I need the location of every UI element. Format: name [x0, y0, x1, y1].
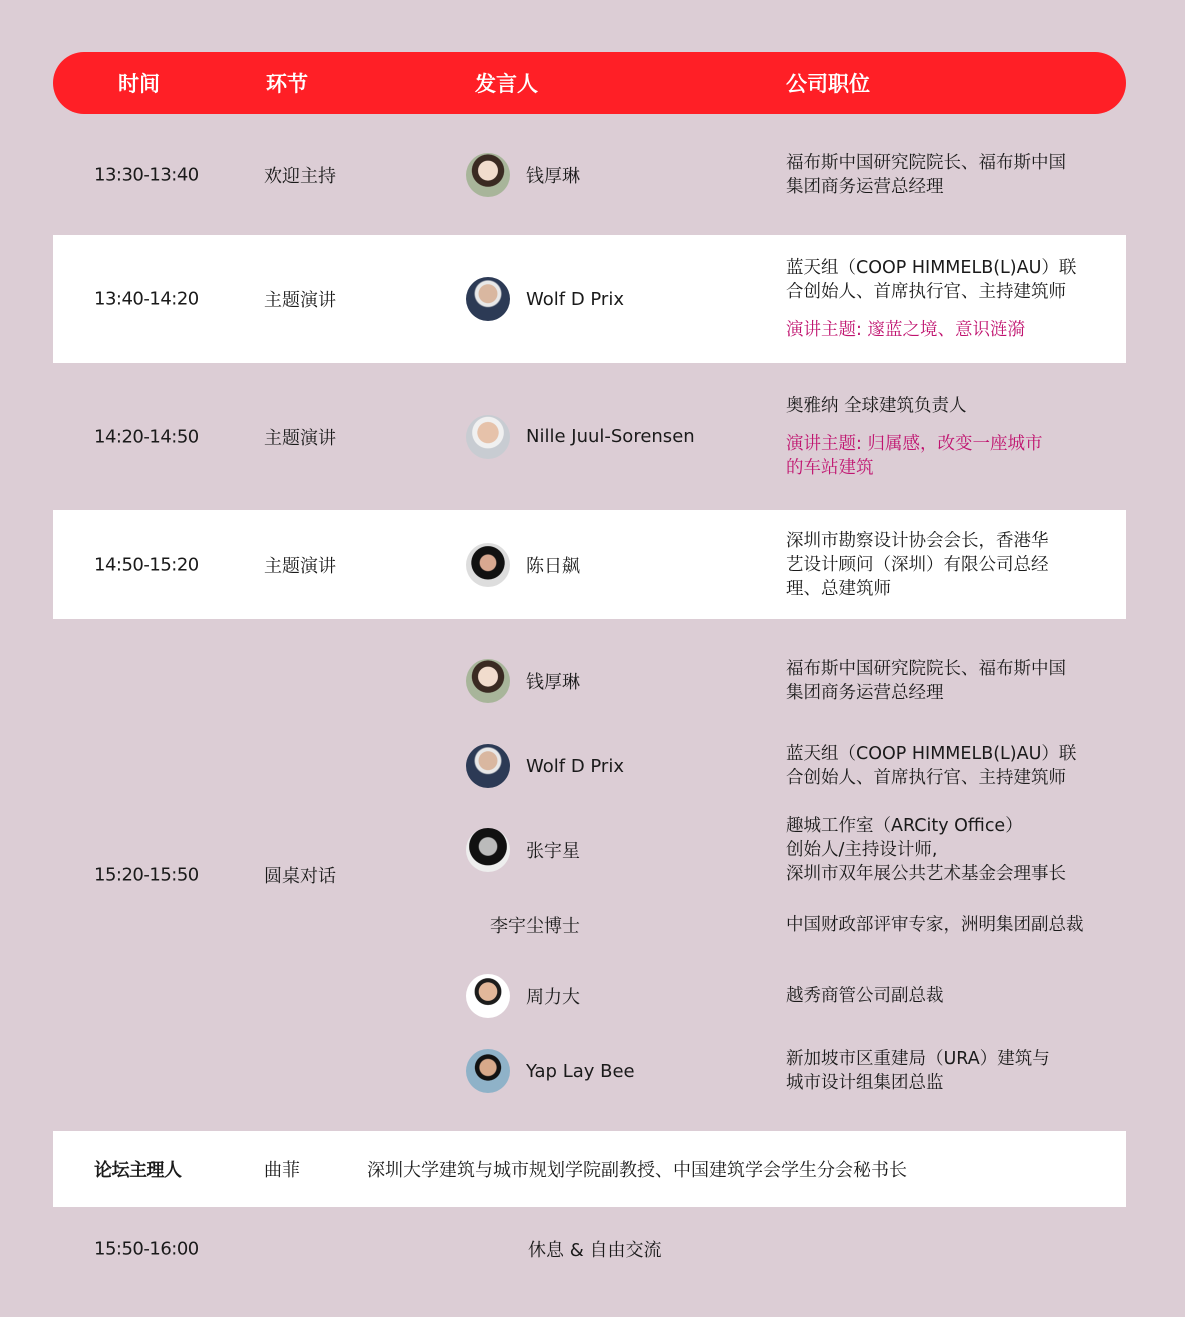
- speaker-name: Nille Juul-Sorensen: [526, 426, 695, 447]
- time: 13:40-14:20: [94, 288, 199, 310]
- session: 主题演讲: [264, 290, 336, 311]
- speaker-name: Yap Lay Bee: [526, 1060, 635, 1082]
- break-row: [53, 1207, 1126, 1290]
- session: 主题演讲: [264, 555, 336, 577]
- header-time: 时间: [118, 72, 160, 96]
- avatar: [466, 828, 510, 872]
- company-line: 福布斯中国研究院院长、福布斯中国: [786, 152, 1066, 173]
- company-line: 福布斯中国研究院院长、福布斯中国: [786, 658, 1066, 679]
- avatar: [466, 415, 510, 459]
- time: 15:20-15:50: [94, 864, 199, 886]
- speaker: [466, 543, 580, 587]
- break-label: 休息 & 自由交流: [528, 1239, 662, 1261]
- avatar: [466, 543, 510, 587]
- panel-speaker: [53, 639, 1126, 722]
- avatar: [466, 1049, 510, 1093]
- panel-speaker: [53, 890, 1126, 960]
- speaker: [466, 659, 580, 703]
- speaker-name: 钱厚琳: [526, 165, 580, 187]
- speaker: [466, 828, 580, 872]
- company-line: 艺设计顾问（深圳）有限公司总经: [786, 554, 1049, 575]
- host-title: 深圳大学建筑与城市规划学院副教授、中国建筑学会学生分会秘书长: [367, 1160, 907, 1181]
- avatar: [466, 277, 510, 321]
- time: 13:30-13:40: [94, 164, 199, 185]
- company: [786, 657, 1126, 705]
- avatar: [466, 153, 510, 197]
- talk-topic: 演讲主题: 邃蓝之境、意识涟漪: [786, 320, 1025, 340]
- company-line: 合创始人、首席执行官、主持建筑师: [786, 282, 1066, 302]
- company: [786, 394, 1126, 480]
- speaker-name: Wolf D Prix: [526, 288, 624, 310]
- company: [786, 151, 1126, 199]
- panel-speaker: [53, 722, 1126, 810]
- speaker: [466, 277, 624, 321]
- table-row: [53, 114, 1126, 235]
- company-line: 奥雅纳 全球建筑负责人: [786, 395, 967, 416]
- speaker: [490, 912, 580, 938]
- panel-row: [53, 619, 1126, 1131]
- company-line: 新加坡市区重建局（URA）建筑与: [786, 1049, 1050, 1069]
- session: 主题演讲: [264, 427, 336, 449]
- agenda-table: [53, 52, 1126, 1290]
- panel-speaker: [53, 960, 1126, 1032]
- table-row: [53, 235, 1126, 363]
- speaker-name: 陈日飙: [526, 555, 580, 577]
- company-line: 蓝天组（COOP HIMMELB(L)AU）联: [786, 258, 1077, 278]
- company: [786, 742, 1126, 790]
- company-line: 创始人/主持设计师,: [786, 840, 938, 860]
- company: [786, 256, 1126, 342]
- company: [786, 529, 1126, 601]
- header-session: 环节: [266, 72, 308, 96]
- company-line: 理、总建筑师: [786, 578, 891, 599]
- company-line: 越秀商管公司副总裁: [786, 986, 944, 1006]
- host-name: 曲菲: [264, 1160, 300, 1181]
- speaker-name: 张宇星: [526, 841, 580, 862]
- time: 15:50-16:00: [94, 1238, 199, 1259]
- speaker: [466, 153, 580, 197]
- speaker: [466, 974, 580, 1018]
- session: 欢迎主持: [264, 165, 336, 187]
- topic-line: 演讲主题: 归属感，改变一座城市: [786, 433, 1043, 454]
- table-row: [53, 510, 1126, 619]
- speaker-name: 李宇尘博士: [490, 916, 580, 937]
- header-company: 公司职位: [786, 72, 870, 96]
- speaker-name: 钱厚琳: [526, 671, 580, 693]
- company-line: 深圳市双年展公共艺术基金会理事长: [786, 864, 1066, 884]
- company: [786, 984, 1126, 1008]
- company: [786, 913, 1146, 937]
- host-label: 论坛主理人: [94, 1160, 182, 1181]
- speaker: [466, 415, 695, 459]
- speaker-name: 周力大: [526, 987, 580, 1008]
- avatar: [466, 659, 510, 703]
- avatar: [466, 744, 510, 788]
- speaker: [466, 744, 624, 788]
- panel-speaker: [53, 810, 1126, 890]
- header-speaker: 发言人: [475, 72, 538, 96]
- time: 14:50-15:20: [94, 554, 199, 575]
- host-row: [53, 1131, 1126, 1207]
- speaker-name: Wolf D Prix: [526, 755, 624, 777]
- company-line: 趣城工作室（ARCity Office）: [786, 816, 1023, 836]
- panel-speaker: [53, 1032, 1126, 1110]
- talk-topic: [786, 432, 1126, 480]
- company-line: 集团商务运营总经理: [786, 176, 944, 197]
- company-line: 蓝天组（COOP HIMMELB(L)AU）联: [786, 744, 1077, 764]
- speaker: [466, 1049, 635, 1093]
- company: [786, 1047, 1126, 1095]
- table-row: [53, 363, 1126, 510]
- company-line: 集团商务运营总经理: [786, 682, 944, 703]
- time: 14:20-14:50: [94, 426, 199, 447]
- company-line: 中国财政部评审专家，洲明集团副总裁: [786, 915, 1084, 935]
- session: 圆桌对话: [264, 866, 336, 887]
- company: [786, 814, 1126, 886]
- topic-line: 的车站建筑: [786, 457, 874, 478]
- avatar: [466, 974, 510, 1018]
- company-line: 城市设计组集团总监: [786, 1073, 944, 1093]
- table-header: [53, 52, 1126, 114]
- company-line: 合创始人、首席执行官、主持建筑师: [786, 768, 1066, 788]
- company-line: 深圳市勘察设计协会会长，香港华: [786, 530, 1049, 551]
